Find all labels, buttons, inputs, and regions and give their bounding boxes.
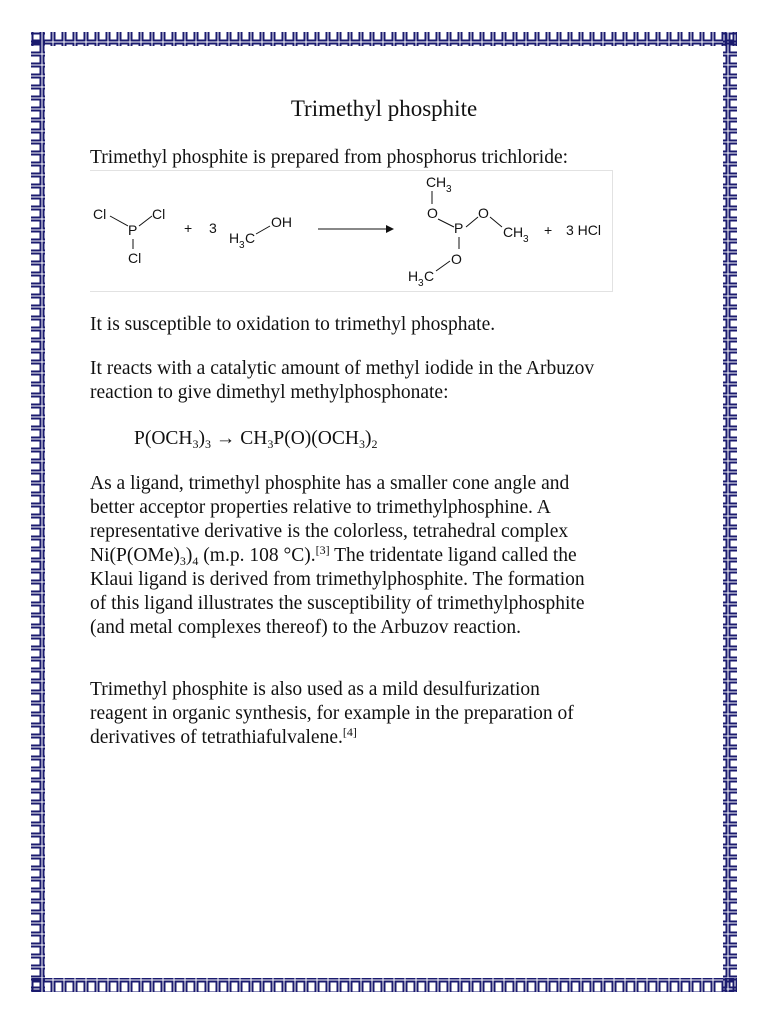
paragraph-line-last xyxy=(90,726,574,750)
paragraph-line: of this ligand illustrates the susceptibility of trimethylphosphite xyxy=(90,593,585,614)
paragraph-line: As a ligand, trimethyl phosphite has a smaller cone angle and xyxy=(90,473,570,494)
pcl3-cl-top-right: Cl xyxy=(152,206,166,222)
paragraph-arbuzov xyxy=(90,357,594,405)
hcl-product: 3 HCl xyxy=(566,222,602,238)
paragraph-oxidation: It is susceptible to oxidation to trimethyl phosphate. xyxy=(90,314,496,335)
intro-paragraph: Trimethyl phosphite is prepared from phosphorus trichloride: xyxy=(90,147,569,168)
equation-text: ) xyxy=(198,428,206,449)
pcl3-phosphorus: P xyxy=(128,222,138,238)
product-h-top-subscript: 3 xyxy=(446,184,452,195)
plus-sign-2: + xyxy=(544,222,553,238)
paragraph-line: better acceptor properties relative to trimethylphosphine. A xyxy=(90,497,551,518)
equation-text: P(O)(OCH xyxy=(273,428,359,449)
reference-link-3[interactable]: [3] xyxy=(315,543,330,557)
product-o-top: O xyxy=(427,205,438,221)
paragraph-text: derivatives of tetrathiafulvalene. xyxy=(90,727,343,748)
equation-subscript: 2 xyxy=(371,437,378,451)
page-title: Trimethyl phosphite xyxy=(290,96,478,121)
equation-arrow: → CH xyxy=(211,428,268,449)
pcl3-cl-top-left: Cl xyxy=(93,206,107,222)
plus-sign-1: + xyxy=(184,220,193,236)
methanol-c: C xyxy=(245,230,256,246)
equation-subscript: 3 xyxy=(358,437,365,451)
formula-subscript: 4 xyxy=(192,554,199,568)
paragraph-line: reagent in organic synthesis, for example in the preparation of xyxy=(90,703,574,724)
paragraph-line: reaction to give dimethyl methylphosphonate: xyxy=(90,382,449,403)
equation-subscript: 3 xyxy=(205,437,212,451)
methanol-oh: OH xyxy=(271,214,292,230)
paragraph-line-complex xyxy=(90,544,585,568)
equation-subscript: 3 xyxy=(192,437,199,451)
product-h-bottom: H xyxy=(408,268,419,284)
product-o-right: O xyxy=(478,205,489,221)
product-c-right: C xyxy=(503,224,514,240)
reaction-scheme-drawing xyxy=(90,171,612,291)
equation-subscript: 3 xyxy=(267,437,274,451)
paragraph-ligand xyxy=(90,472,585,640)
reaction-scheme xyxy=(90,170,613,292)
melting-point-text: (m.p. 108 °C). xyxy=(198,545,316,566)
paragraph-text: The tridentate ligand called the xyxy=(329,545,577,566)
methanol-coefficient: 3 xyxy=(209,220,217,236)
product-h-top: H xyxy=(436,174,447,190)
formula-subscript: 3 xyxy=(179,554,186,568)
product-phosphorus: P xyxy=(454,220,464,236)
product-o-bottom: O xyxy=(451,251,462,267)
paragraph-line: It reacts with a catalytic amount of methyl iodide in the Arbuzov xyxy=(90,358,595,379)
arbuzov-equation xyxy=(134,428,377,450)
complex-formula: ) xyxy=(185,545,193,566)
methanol-h: H xyxy=(229,230,240,246)
paragraph-line: Klaui ligand is derived from trimethylphosphite. The formation xyxy=(90,569,585,590)
product-c-bottom: C xyxy=(424,268,435,284)
product-c-top: C xyxy=(426,174,437,190)
product-h-bottom-subscript: 3 xyxy=(418,278,424,289)
equation-text: ) xyxy=(364,428,372,449)
complex-formula: Ni(P(OMe) xyxy=(90,545,180,566)
paragraph-line: Trimethyl phosphite is also used as a mild desulfurization xyxy=(90,679,540,700)
equation-text: P(OCH xyxy=(134,428,193,449)
product-h-right: H xyxy=(513,224,524,240)
product-h-right-subscript: 3 xyxy=(523,234,529,245)
reference-link-4[interactable]: [4] xyxy=(342,725,357,739)
paragraph-line: representative derivative is the colorless, tetrahedral complex xyxy=(90,521,569,542)
paragraph-line: (and metal complexes thereof) to the Arbuzov reaction. xyxy=(90,617,521,638)
pcl3-cl-bottom: Cl xyxy=(128,250,142,266)
paragraph-desulfurization xyxy=(90,678,574,750)
methanol-h-subscript: 3 xyxy=(239,240,245,251)
